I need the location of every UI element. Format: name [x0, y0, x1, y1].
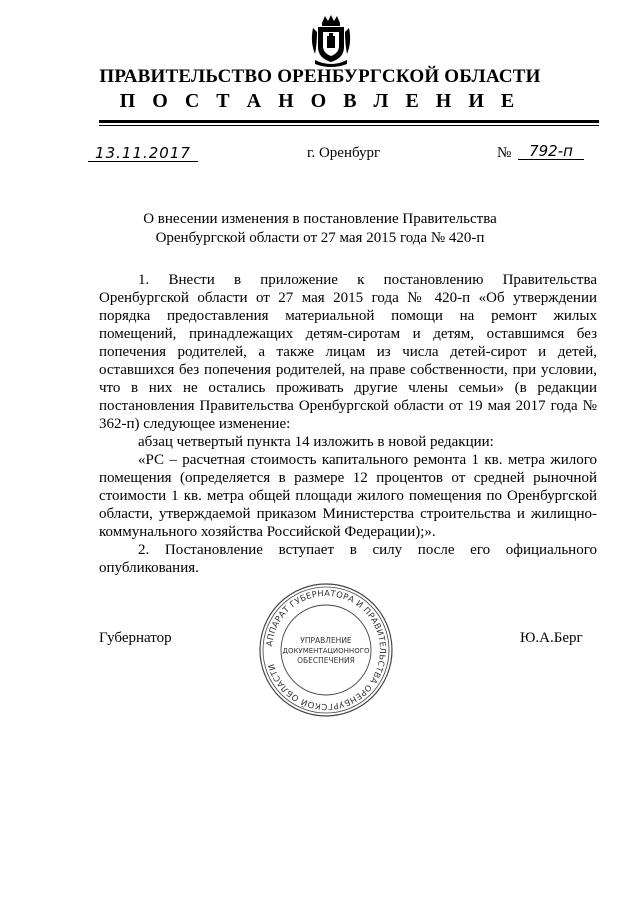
header-rule-thin — [99, 125, 599, 126]
body-paragraph-4: 2. Постановление вступает в силу после его официального опубликования. — [99, 542, 597, 576]
stamp-ring-text: АППАРАТ ГУБЕРНАТОРА И ПРАВИТЕЛЬСТВА ОРЕНБУРГСКОЙ ОБЛАСТИ — [264, 587, 389, 713]
signatory-name: Ю.А.Берг — [520, 630, 583, 646]
document-number: 792-п — [518, 143, 584, 160]
stamp-line-3: ОБЕСПЕЧЕНИЯ — [297, 656, 355, 665]
signatory-position: Губернатор — [99, 630, 172, 646]
body-paragraph-3: «РС – расчетная стоимость капитального ремонта 1 кв. метра жилого помещения (определяется в размере 12 процентов от средней рыночной стоимости 1 кв. метра общей площади жилого помещения по Оренбургской области, утверждаемой приказом Министерства строительства и жилищно-коммунального хозяйства Российской Федерации);». — [99, 452, 597, 540]
document-city: г. Оренбург — [307, 145, 381, 161]
stamp-line-2: ДОКУМЕНТАЦИОННОГО — [282, 647, 370, 655]
document-subject — [0, 210, 640, 248]
header-rule-thick — [99, 120, 599, 123]
coat-of-arms-icon — [309, 14, 353, 68]
subject-line-1: О внесении изменения в постановление Правительства — [143, 211, 497, 227]
document-date: 13.11.2017 — [88, 145, 198, 162]
body-paragraph-2: абзац четвертый пункта 14 изложить в новой редакции: — [138, 434, 494, 450]
subject-line-2: Оренбургской области от 27 мая 2015 года № 420-п — [155, 230, 485, 246]
stamp-line-1: УПРАВЛЕНИЕ — [300, 636, 352, 645]
official-stamp — [258, 582, 394, 718]
body-paragraph-1: 1. Внести в приложение к постановлению Правительства Оренбургской области от 27 мая 2015 года № 420-п «Об утверждении порядка предоставления материальной помощи на ремонт жилых помещений, принадлежащих детям-сиротам и детям, оставшимся без попечения родителей, а также лицам из числа детей-сирот и детей, оставшихся без попечения родителей, на праве собственности, при условии, что в них не остались проживать другие члены семьи» (в редакции постановления Правительства Оренбургской области от 19 мая 2017 года № 362-п) следующее изменение: — [99, 272, 597, 432]
document-body — [99, 271, 597, 577]
government-title: ПРАВИТЕЛЬСТВО ОРЕНБУРГСКОЙ ОБЛАСТИ — [99, 66, 541, 87]
number-sign: № — [497, 145, 512, 161]
document-type-title: П О С Т А Н О В Л Е Н И Е — [119, 90, 521, 112]
